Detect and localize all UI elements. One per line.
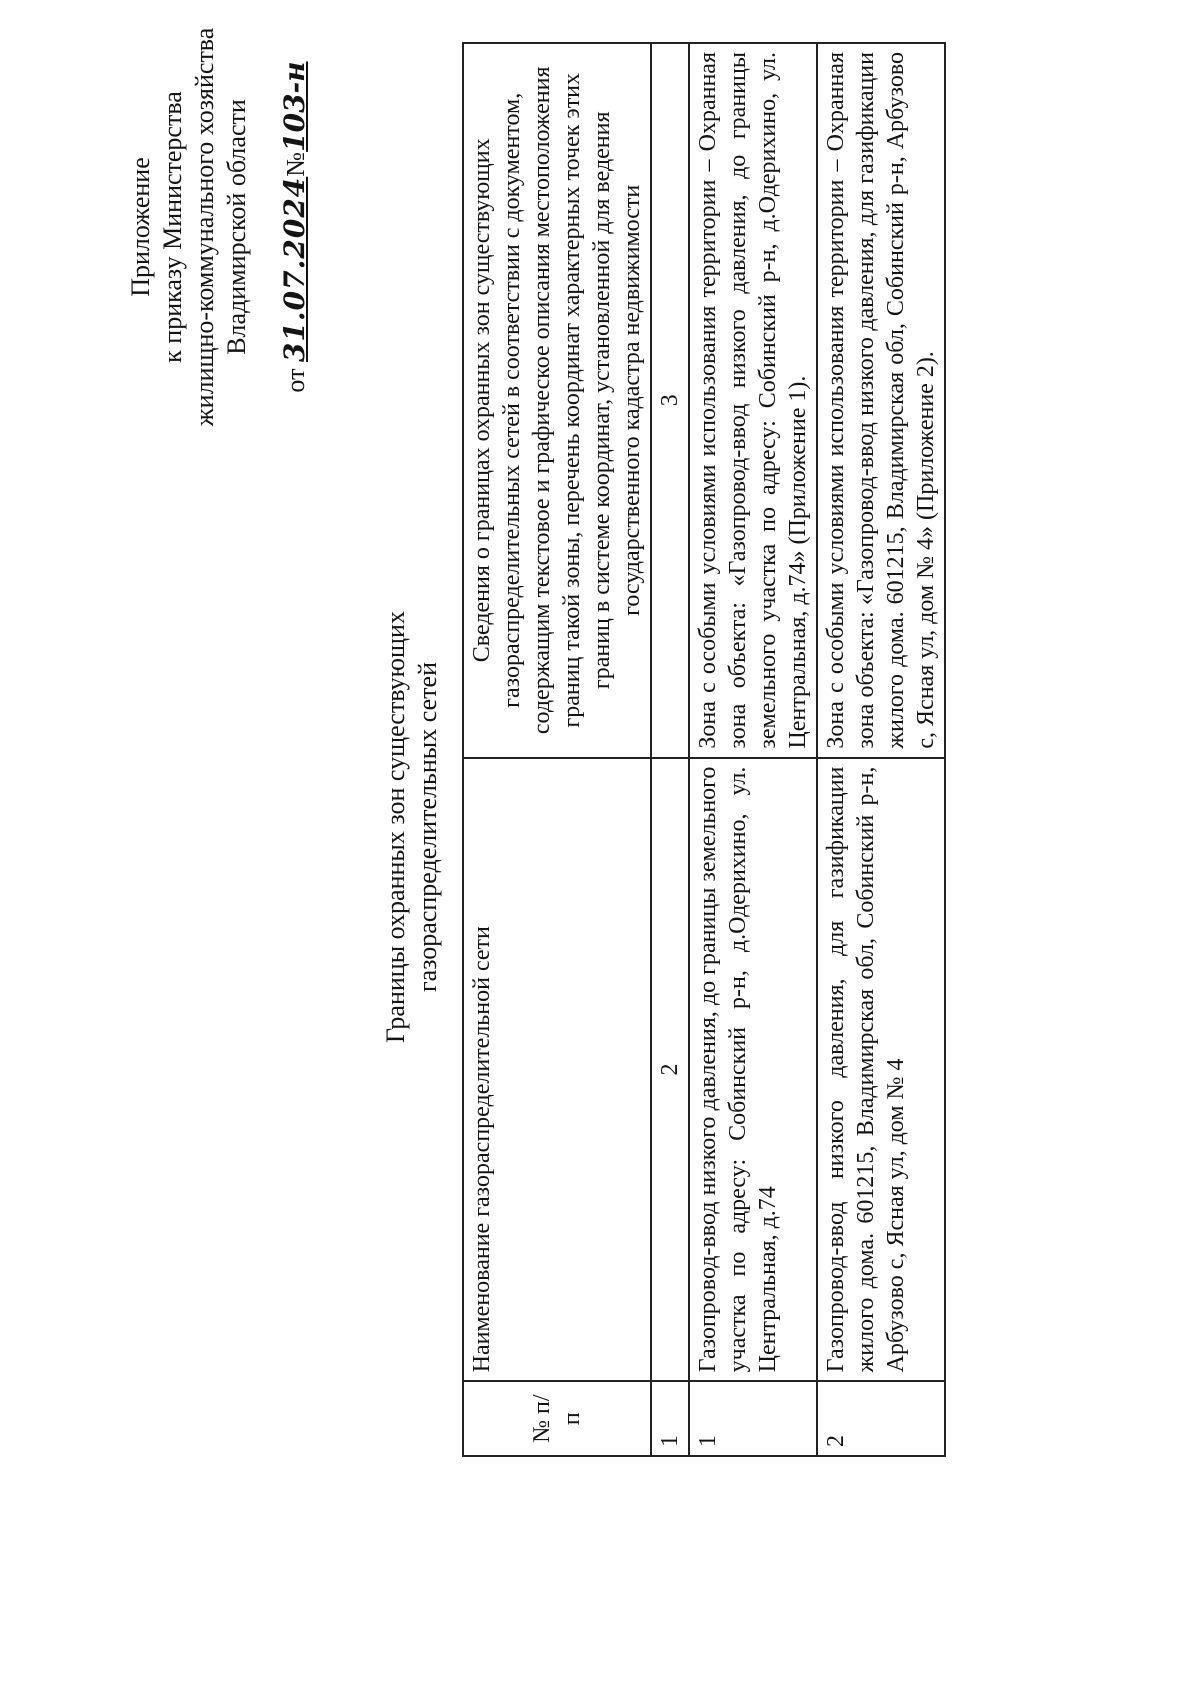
row-number: 2 — [817, 1381, 945, 1456]
approval-line-4: Владимирской области — [222, 99, 251, 355]
column-number: 1 — [651, 1381, 689, 1456]
header-zone-info: Сведения о границах охранных зон существующих газораспределительных сетей в соответствии с документом, содержащим текстовое и графическое описания местоположения границ такой зоны, перечень координат характерных точек этих границ в системе координат, установленной для ведения государственного кадастра недвижимости — [463, 43, 651, 758]
header-network-name: Наименование газораспределительной сети — [463, 758, 651, 1382]
network-name: Газопровод-ввод низкого давления, до границы земельного участка по адресу: Собинский р-н, д.Одерихино, ул. Центральная, д.74 — [689, 758, 817, 1382]
approval-line-2: к приказу Министерства — [158, 91, 187, 363]
date-prefix: от — [281, 368, 310, 393]
document-title — [380, 557, 444, 1097]
zone-info: Зона с особыми условиями использования территории – Охранная зона объекта: «Газопровод-ввод низкого давления, для газификации жилого дома. 601215, Владимирская обл, Собинский р-н, Арбузово с, Ясная ул, дом № 4» (Приложение 2). — [817, 43, 945, 758]
table-row — [817, 43, 945, 1456]
row-number: 1 — [689, 1381, 817, 1456]
protection-zones-table — [462, 42, 946, 1457]
approval-line-3: жилищно-коммунального хозяйства — [190, 27, 219, 427]
handwritten-date: 31.07.2024 — [278, 176, 311, 363]
column-number: 2 — [651, 758, 689, 1382]
number-prefix: № — [281, 151, 310, 177]
column-number-row — [651, 43, 689, 1456]
zone-info: Зона с особыми условиями использования территории – Охранная зона объекта: «Газопровод-ввод низкого давления, до границы земельного участка по адресу: Собинский р-н, д.Одерихино, ул. Центральная, д.74» (Приложение 1). — [689, 43, 817, 758]
approval-line-1: Приложение — [126, 157, 155, 297]
handwritten-order-number: 103-н — [278, 61, 311, 152]
approval-date-line — [279, 12, 312, 442]
table-row — [689, 43, 817, 1456]
network-name: Газопровод-ввод низкого давления, для газификации жилого дома. 601215, Владимирская обл, Собинский р-н, Арбузово с, Ясная ул, дом № 4 — [817, 758, 945, 1382]
column-number: 3 — [651, 43, 689, 758]
title-line-1: Границы охранных зон существующих — [381, 611, 410, 1043]
header-number: № п/п — [463, 1381, 651, 1456]
table-header-row — [463, 43, 651, 1456]
approval-block — [125, 12, 312, 442]
title-line-2: газораспределительных сетей — [413, 662, 442, 993]
